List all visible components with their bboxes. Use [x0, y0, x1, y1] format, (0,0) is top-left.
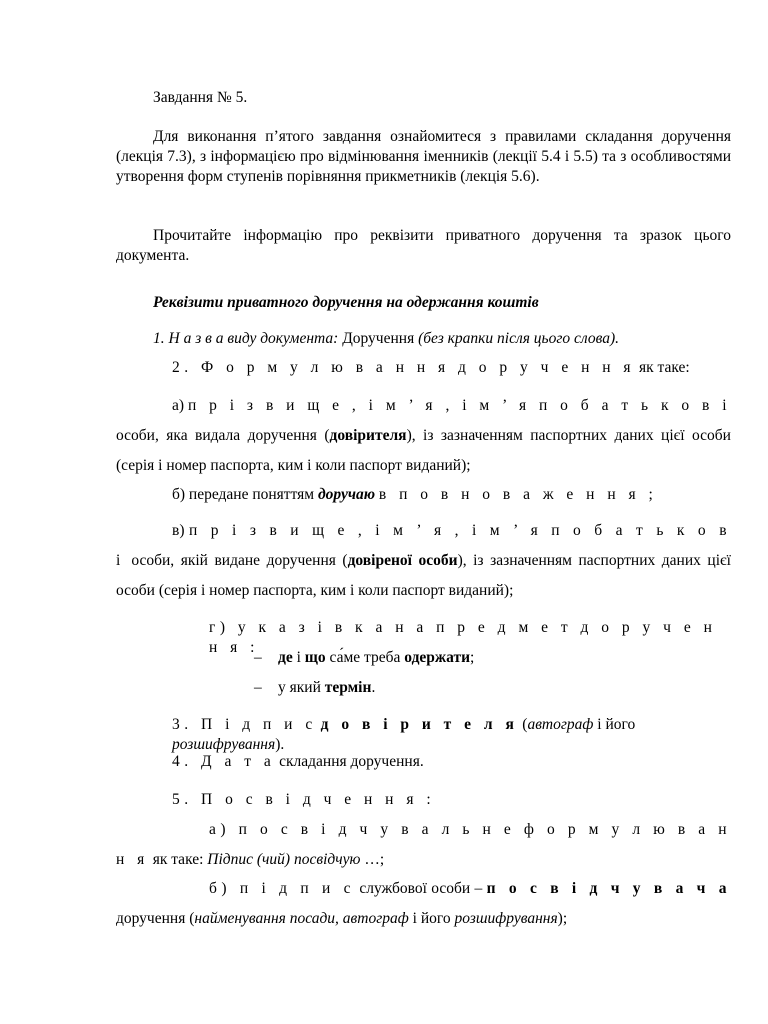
intro-paragraph: Для виконання п’ятого завдання ознайомитеся з правилами складання доручення (лекція 7.3), з інформацією про відмінювання іменників (лекції 5.4 і 5.5) та з особливостями утворення форм ступенів порівняння прикметників (лекція 5.6).	[116, 128, 731, 185]
item-2b: б) передане поняттям доручаю в п о в н о в а ж е н н я ;	[172, 486, 658, 503]
section-heading: Реквізити приватного доручення на одержання коштів	[153, 294, 539, 311]
read-paragraph: Прочитайте інформацію про реквізити приватного доручення та зразок цього документа.	[116, 227, 731, 264]
item-1-name: 1. Н а з в а виду документа: Доручення (без крапки після цього слова).	[153, 330, 619, 347]
item-2d-line-2: – у який термін.	[254, 679, 376, 696]
item-5a: а) п о с в і д ч у в а л ь н е ф о р м у л ю в а н н я як таке: Підпис (чий) посвідчую …;	[116, 821, 731, 868]
item-3-signature: 3. П і д п и с д о в і р и т е л я (автограф і його розшифрування).	[172, 716, 636, 753]
item-2d-line-1: – де і що са́ме треба одержати;	[254, 649, 475, 666]
item-2d-heading: г) у к а з і в к а н а п р е д м е т д о р у ч е н н я :	[209, 619, 717, 656]
item-5b: б) п і д п и с службової особи – п о с в і д ч у в а ч а доручення (найменування посади, автограф і його розшифрування);	[116, 880, 731, 927]
item-2-wording: 2. Ф о р м у л ю в а н н я д о р у ч е н н я як таке:	[172, 359, 690, 376]
item-2c: в) п р і з в и щ е , і м ’ я , і м ’ я п о б а т ь к о в і особи, якій видане доручення (довіреної особи), із зазначенням паспортних даних цієї особи (серія і номер паспорта, ким і коли паспорт виданий);	[116, 522, 732, 599]
item-2a: а) п р і з в и щ е , і м ’ я , і м ’ я п о б а т ь к о в і особи, яка видала доручення (довірителя), із зазначенням паспортних даних цієї особи (серія і номер паспорта, ким і коли паспорт виданий);	[116, 397, 731, 474]
item-5-certification: 5. П о с в і д ч е н н я :	[172, 791, 436, 808]
task-title: Завдання № 5.	[153, 89, 248, 106]
item-4-date: 4. Д а т а складання доручення.	[172, 753, 424, 770]
